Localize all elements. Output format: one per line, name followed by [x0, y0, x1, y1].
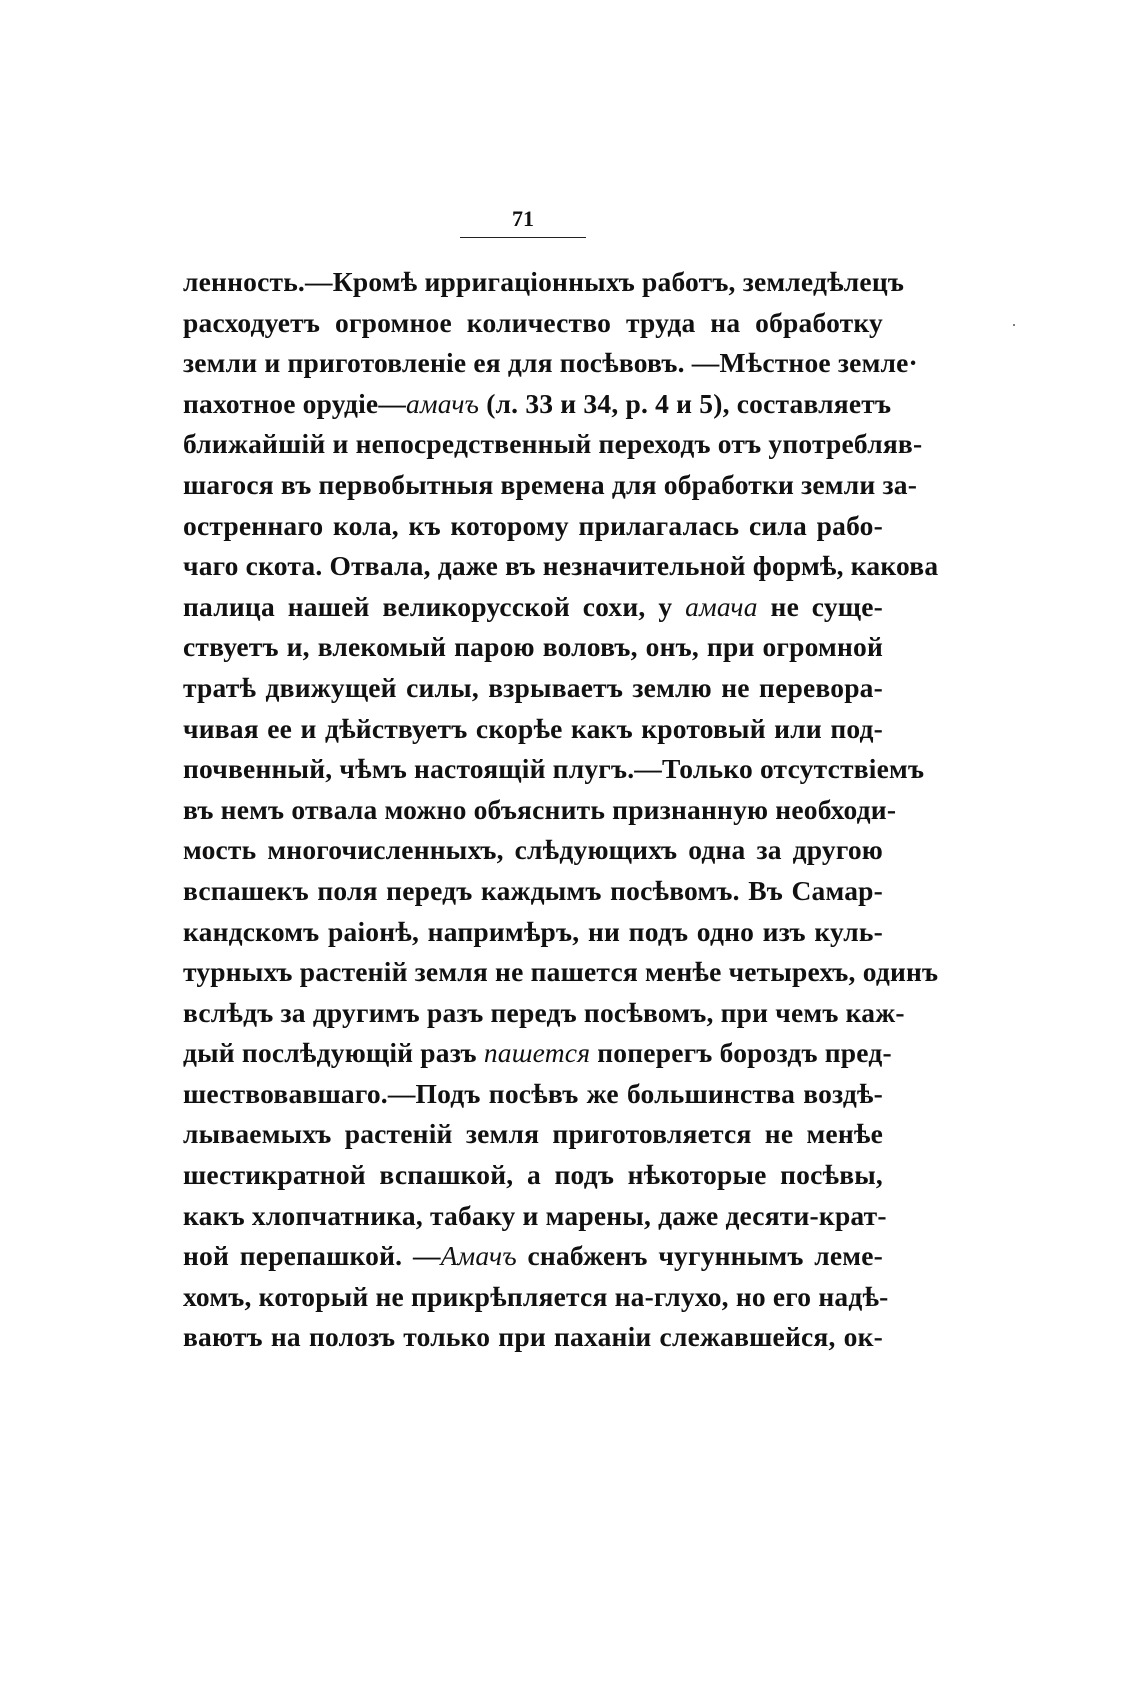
text-segment: лываемыхъ растеній земля приготовляется не менѣе	[183, 1118, 883, 1150]
text-line	[183, 1236, 883, 1277]
text-segment: шагося въ первобытныя времена для обработки земли за-	[183, 468, 918, 500]
text-line	[183, 343, 918, 384]
text-segment: снабженъ чугуннымъ леме-	[516, 1240, 883, 1272]
text-segment: хомъ, который не прикрѣпляется на-глухо, но его надѣ-	[183, 1280, 889, 1312]
text-line	[183, 912, 883, 953]
text-segment: кандскомъ раіонѣ, напримѣръ, ни подъ одно изъ куль-	[183, 915, 883, 947]
text-line	[183, 668, 883, 709]
text-line	[183, 1277, 889, 1318]
text-segment: въ немъ отвала можно объяснить признанную необходи-	[183, 793, 897, 825]
text-line	[183, 871, 883, 912]
text-line	[183, 465, 918, 506]
text-line	[183, 262, 905, 303]
text-line	[183, 1155, 883, 1196]
text-line	[183, 993, 905, 1034]
italic-term: пашется	[483, 1037, 591, 1069]
text-segment: пахотное орудіе—	[183, 387, 407, 419]
text-segment: почвенный, чѣмъ настоящій плугъ.—Только отсутствіемъ	[183, 753, 925, 785]
text-segment: расходуетъ огромное количество труда на обработку	[183, 306, 883, 338]
text-line	[183, 749, 925, 790]
text-segment: ближайшій и непосредственный переходъ отъ употребляв-	[183, 428, 923, 460]
text-segment: ной перепашкой. —	[183, 1240, 441, 1272]
text-line	[183, 546, 939, 587]
text-line	[183, 506, 883, 547]
text-line	[183, 1114, 883, 1155]
text-segment: какъ хлопчатника, табаку и марены, даже десяти-крат-	[183, 1199, 887, 1231]
text-line	[183, 790, 897, 831]
text-segment: мость многочисленныхъ, слѣдующихъ одна за другою	[183, 834, 883, 866]
text-segment: не суще-	[757, 590, 883, 622]
text-line	[183, 709, 883, 750]
text-line	[183, 1074, 883, 1115]
text-segment: вслѣдъ за другимъ разъ передъ посѣвомъ, при чемъ каж-	[183, 996, 905, 1028]
text-line	[183, 627, 883, 668]
text-line	[183, 1033, 892, 1074]
text-segment: палица нашей великорусской сохи, у	[183, 590, 686, 622]
text-segment: дый послѣдующій разъ	[183, 1037, 484, 1069]
text-segment: поперегъ бороздъ пред-	[590, 1037, 892, 1069]
text-line	[183, 384, 892, 425]
text-line	[183, 303, 883, 344]
text-line	[183, 424, 923, 465]
text-segment: вспашекъ поля передъ каждымъ посѣвомъ. Въ Самар-	[183, 874, 883, 906]
body-text	[183, 262, 939, 1358]
text-segment: ствуетъ и, влекомый парою воловъ, онъ, при огромной	[183, 631, 883, 663]
italic-term: амачъ	[406, 387, 480, 419]
page-number: 71	[460, 205, 586, 238]
text-segment: земли и приготовленіе ея для посѣвовъ. —Мѣстное земле·	[183, 347, 918, 379]
text-line	[183, 1317, 883, 1358]
text-segment: ленность.—Кромѣ ирригаціонныхъ работъ, земледѣлецъ	[183, 266, 905, 297]
italic-term: Амачъ	[440, 1240, 517, 1272]
text-line	[183, 952, 939, 993]
text-segment: чивая ее и дѣйствуетъ скорѣе какъ кротовый или под-	[183, 712, 883, 744]
text-line	[183, 1196, 887, 1237]
text-segment: чаго скота. Отвала, даже въ незначительной формѣ, какова	[183, 550, 939, 582]
text-segment: ваютъ на полозъ только при паханіи слежавшейся, ок-	[183, 1321, 883, 1353]
text-segment: тратѣ движущей силы, взрываетъ землю не перевора-	[183, 671, 883, 703]
scan-speck	[1013, 324, 1015, 326]
text-segment: шестикратной вспашкой, а подъ нѣкоторые посѣвы,	[183, 1159, 883, 1191]
text-line	[183, 830, 883, 871]
text-segment: (л. 33 и 34, р. 4 и 5), составляетъ	[479, 387, 892, 419]
italic-term: амача	[685, 590, 758, 622]
text-line	[183, 587, 883, 628]
text-segment: остреннаго кола, къ которому прилагалась сила рабо-	[183, 509, 883, 541]
text-segment: турныхъ растеній земля не пашется менѣе четырехъ, одинъ	[183, 956, 939, 988]
text-segment: шествовавшаго.—Подъ посѣвъ же большинства воздѣ-	[183, 1077, 883, 1109]
